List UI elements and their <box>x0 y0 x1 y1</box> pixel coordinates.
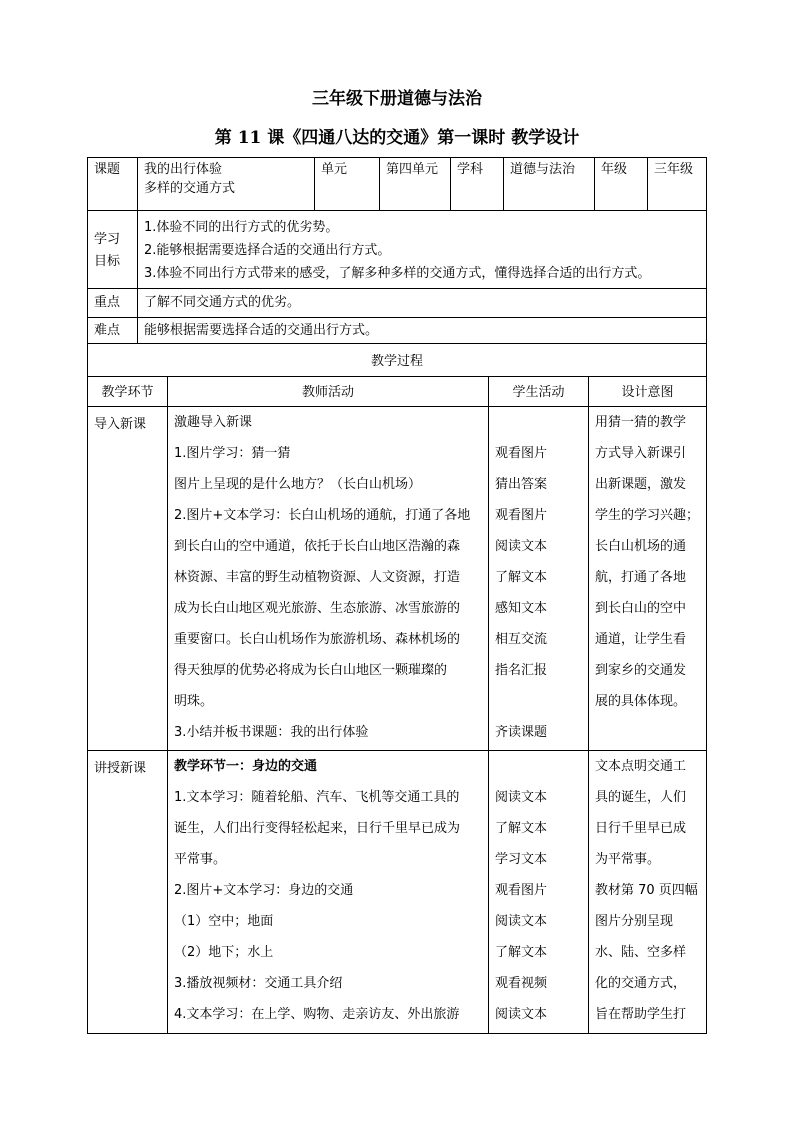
label-subject: 学科 <box>450 157 504 211</box>
student-line: 阅读文本 <box>495 790 548 805</box>
intent-line: 用猜一猜的教学 <box>595 415 687 430</box>
student-line: 观看视频 <box>495 976 548 991</box>
student-line: 观看图片 <box>495 446 548 461</box>
student-line: 了解文本 <box>495 945 548 960</box>
column-header-teacher: 教师活动 <box>167 376 489 407</box>
label-topic: 课题 <box>87 157 138 211</box>
teacher-line-heading: 教学环节一：身边的交通 <box>174 759 318 774</box>
topic-line-1: 我的出行体验 <box>144 162 223 177</box>
topic-cell <box>137 157 315 211</box>
intent-line: 长白山机场的通 <box>595 539 687 554</box>
student-line: 阅读文本 <box>495 539 548 554</box>
intent-line: 日行千里早已成 <box>595 821 687 836</box>
topic-line-2: 多样的交通方式 <box>144 181 236 196</box>
objective-item: 1.体验不同的出行方式的优劣势。 <box>144 220 339 235</box>
teacher-line: 得天独厚的优势必将成为长白山地区一颗璀璨的 <box>174 663 448 678</box>
label-objectives <box>87 210 138 289</box>
label-unit: 单元 <box>314 157 380 211</box>
student-line: 阅读文本 <box>495 1007 548 1022</box>
intent-line: 展的具体体现。 <box>595 694 687 709</box>
intent-line: 方式导入新课引 <box>595 446 687 461</box>
teacher-line: 到长白山的空中通道，依托于长白山地区浩瀚的森 <box>174 539 461 554</box>
student-line: 猜出答案 <box>495 477 548 492</box>
student-line: 观看图片 <box>495 883 548 898</box>
intent-line: 化的交通方式， <box>595 976 687 991</box>
column-header-student: 学生活动 <box>488 376 589 407</box>
student-line: 观看图片 <box>495 508 548 523</box>
intent-line: 通道，让学生看 <box>595 632 687 647</box>
teacher-line: 明珠。 <box>174 694 214 709</box>
teacher-line: 2.图片+文本学习：身边的交通 <box>174 883 354 898</box>
lesson-title: 第 11 课《四通八达的交通》第一课时 教学设计 <box>214 128 580 148</box>
stage-intro: 导入新课 <box>87 406 168 751</box>
student-line: 齐读课题 <box>495 725 548 740</box>
student-line: 了解文本 <box>495 570 548 585</box>
label-key-point: 重点 <box>87 288 138 318</box>
intent-line: 航，打通了各地 <box>595 570 687 585</box>
unit-value: 第四单元 <box>379 157 451 211</box>
intent-line: 旨在帮助学生打 <box>595 1007 687 1022</box>
teacher-line: 平常事。 <box>174 852 227 867</box>
subject-value: 道德与法治 <box>503 157 595 211</box>
intent-line: 文本点明交通工 <box>595 759 687 774</box>
teacher-line: 林资源、丰富的野生动植物资源、人文资源，打造 <box>174 570 461 585</box>
intent-line: 到长白山的空中 <box>595 601 687 616</box>
column-header-intent: 设计意图 <box>588 376 707 407</box>
label-objectives-1: 学习 <box>94 232 121 247</box>
teacher-line: 4.文本学习：在上学、购物、走亲访友、外出旅游 <box>174 1007 460 1022</box>
teacher-line: 成为长白山地区观光旅游、生态旅游、冰雪旅游的 <box>174 601 461 616</box>
student-line: 阅读文本 <box>495 914 548 929</box>
objectives-cell <box>137 210 707 289</box>
intent-line: 学生的学习兴趣； <box>595 508 700 523</box>
teacher-line: 3.播放视频材：交通工具介绍 <box>174 976 343 991</box>
difficulty-text: 能够根据需要选择合适的交通出行方式。 <box>137 317 707 344</box>
intent-line: 教材第 70 页四幅 <box>595 883 698 898</box>
student-line: 学习文本 <box>495 852 548 867</box>
teacher-line: 2.图片+文本学习：长白山机场的通航，打通了各地 <box>174 508 471 523</box>
stage-new-lesson: 讲授新课 <box>87 750 168 1034</box>
student-line: 了解文本 <box>495 821 548 836</box>
intent-line: 水、陆、空多样 <box>595 945 687 960</box>
intent-line: 出新课题，激发 <box>595 477 687 492</box>
objective-item: 2.能够根据需要选择合适的交通出行方式。 <box>144 243 391 258</box>
label-difficulty: 难点 <box>87 317 138 344</box>
column-header-stage: 教学环节 <box>87 376 168 407</box>
grade-value: 三年级 <box>647 157 707 211</box>
teacher-line: 1.文本学习：随着轮船、汽车、飞机等交通工具的 <box>174 790 460 805</box>
student-line: 感知文本 <box>495 601 548 616</box>
intent-line: 到家乡的交通发 <box>595 663 687 678</box>
student-line: 指名汇报 <box>495 663 548 678</box>
teacher-line: 激趣导入新课 <box>174 415 253 430</box>
teacher-line: 3.小结并板书课题：我的出行体验 <box>174 725 369 740</box>
student-line: 相互交流 <box>495 632 548 647</box>
intent-line: 为平常事。 <box>595 852 661 867</box>
intent-line: 图片分别呈现 <box>595 914 674 929</box>
teacher-line: 诞生，人们出行变得轻松起来，日行千里早已成为 <box>174 821 461 836</box>
teacher-line: 重要窗口。长白山机场作为旅游机场、森林机场的 <box>174 632 461 647</box>
teacher-line: 图片上呈现的是什么地方？（长白山机场） <box>174 477 422 492</box>
document-title: 三年级下册道德与法治 <box>312 89 482 109</box>
intent-line: 具的诞生，人们 <box>595 790 687 805</box>
label-objectives-2: 目标 <box>94 254 121 269</box>
process-title: 教学过程 <box>87 343 707 377</box>
teacher-line: 1.图片学习：猜一猜 <box>174 446 291 461</box>
key-point-text: 了解不同交通方式的优劣。 <box>137 288 707 318</box>
teacher-line: （1）空中；地面 <box>174 914 274 929</box>
teacher-line: （2）地下；水上 <box>174 945 274 960</box>
label-grade: 年级 <box>594 157 648 211</box>
objective-item: 3.体验不同出行方式带来的感受，了解多种多样的交通方式，懂得选择合适的出行方式。 <box>144 266 651 281</box>
